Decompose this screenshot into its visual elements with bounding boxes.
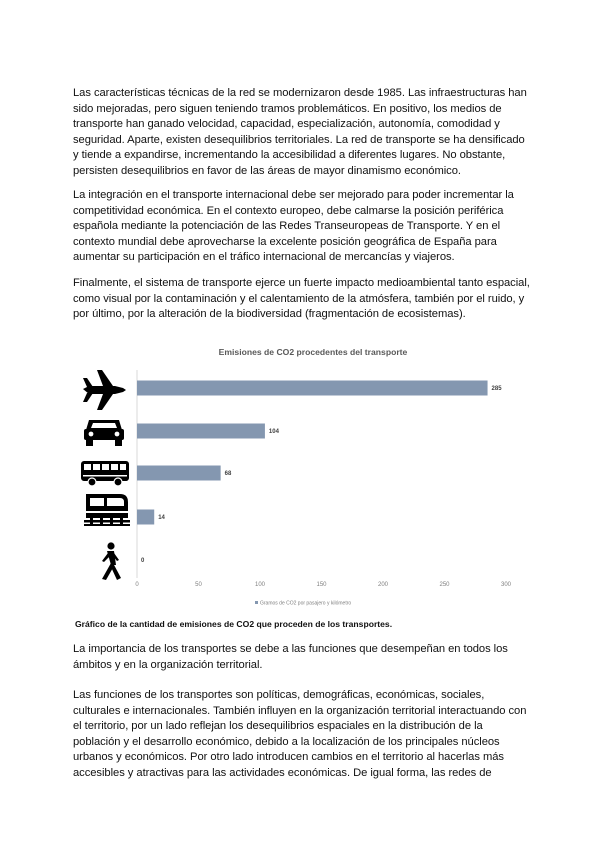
train-icon (84, 494, 130, 526)
car-icon (84, 420, 124, 446)
x-tick-label: 250 (439, 582, 450, 588)
paragraph-2: La integración en el transporte internacional debe ser mejorado para poder incrementar la competitividad económica. En el contexto europeo, debe calmarse la posición periférica española mediante la potenciación de las Redes Transeuropeas de Transporte. Y en el contexto mundial debe aprovecharse la excelente posición geográfica de España para aumentar su participación en el tráfico internacional de mercancías y viajeros. (73, 189, 514, 264)
x-tick-label: 50 (195, 582, 202, 588)
paragraph-4: La importancia de los transportes se debe a las funciones que desempeñan en todos los ámbitos y en la organización territorial. (73, 643, 508, 671)
pedestrian-icon (102, 542, 121, 580)
paragraph-1: Las características técnicas de la red se modernizaron desde 1985. Las infraestructuras han sido mejoradas, pero siguen teniendo tramos problemáticos. En positivo, los medios de transporte han ganado velocidad, capacidad, especialización, autonomía, comodidad y seguridad. Aparte, existen desequilibrios territoriales. La red de transporte se ha densificado y tiende a expandirse, incrementando la accesibilidad a diferentes lugares. No obstante, persisten desequilibrios en favor de las áreas de mayor dinamismo económico. (73, 87, 527, 177)
legend-swatch (255, 601, 258, 604)
x-tick-label: 300 (500, 582, 512, 588)
bar-value-label: 104 (268, 429, 279, 435)
bar-avión (137, 381, 488, 396)
chart-caption: Gráfico de la cantidad de emisiones de CO2 que proceden de los transportes. (75, 619, 393, 629)
bar-value-label: 14 (158, 515, 165, 521)
bar-value-label: 68 (224, 471, 232, 477)
bar-autobús (137, 466, 221, 481)
paragraph-3: Finalmente, el sistema de transporte ejerce un fuerte impacto medioambiental tanto espacial, como visual por la contaminación y el calentamiento de la atmósfera, también por el ruido, y por último, por la alteración de la biodiversidad (fragmentación de ecosistemas). (73, 277, 530, 321)
bar-value-label: 285 (491, 386, 502, 392)
chart-title: Emisiones de CO2 procedentes del transporte (218, 347, 408, 357)
airplane-icon (83, 370, 126, 410)
x-tick-label: 100 (254, 582, 266, 588)
paragraph-5: Las funciones de los transportes son políticas, demográficas, económicas, sociales, culturales e internacionales. También influyen en la organización territorial interactuando con el territorio, por un lado reflejan los desequilibrios espaciales en la distribución de la población y el desarrollo económico, debido a la localización de los principales núcleos urbanos y económicos. Por otro lado introducen cambios en el territorio al hacerlas más accesibles y atractivas para las actividades económicas. De igual forma, las redes de (73, 689, 527, 779)
x-tick-label: 200 (377, 582, 389, 588)
x-tick-label: 150 (316, 582, 327, 588)
chart-legend: Gramos de CO2 por pasajero y kilómetro (260, 600, 352, 607)
bar-value-label: 0 (141, 558, 145, 564)
bus-icon (81, 461, 129, 486)
bar-tren (137, 510, 154, 525)
x-tick-label: 0 (135, 582, 139, 588)
bar-coche (137, 424, 265, 439)
